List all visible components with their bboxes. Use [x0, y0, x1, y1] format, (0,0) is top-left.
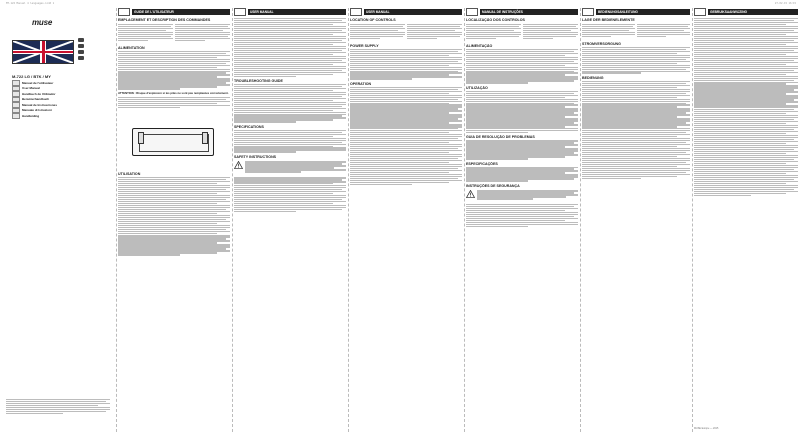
- cover-panel: [6, 8, 114, 432]
- caution-box: [234, 161, 346, 176]
- panel-header: MANUAL DE INSTRUÇÕES: [466, 8, 578, 16]
- panel-english-2: [350, 8, 462, 432]
- section-title: STROMVERSORGUNG: [582, 41, 621, 46]
- caution-box: [466, 190, 578, 203]
- warning-triangle-icon: [466, 190, 475, 198]
- product-image: [12, 40, 74, 64]
- section-title: UTILIZAÇÃO: [466, 85, 488, 90]
- section-title: OPERATION: [350, 81, 372, 86]
- section-title: POWER SUPPLY: [350, 43, 379, 48]
- flag-icon: [350, 8, 362, 16]
- section-title: LOCATION OF CONTROLS: [350, 18, 396, 22]
- panel-header: GUIDE DE L'UTILISATEUR: [118, 8, 230, 16]
- crop-marks: [0, 2, 802, 6]
- panel-header: USER MANUAL: [234, 8, 346, 16]
- section-title: LAGE DER BEDIENELEMENTE: [582, 18, 635, 22]
- section-title: SPECIFICATIONS: [234, 124, 264, 129]
- section-title: GUIA DE RESOLUÇÃO DE PROBLEMAS: [466, 135, 535, 140]
- crop-right-text: 27-02-15 16:15: [774, 2, 796, 5]
- panel-portuguese: [466, 8, 578, 432]
- panel-french: [118, 8, 230, 432]
- device-diagram: [118, 110, 230, 170]
- warning-triangle-icon: [234, 161, 243, 169]
- language-item: Benutzerhandbuch: [12, 97, 57, 103]
- section-title: INSTRUÇÕES DE SEGURANÇA: [466, 183, 520, 188]
- language-item: Manual de Instrucciones: [12, 102, 57, 108]
- section-title: LOCALIZAÇÃO DOS CONTROLOS: [466, 18, 525, 22]
- language-item: Handbuch de Utilizador: [12, 91, 57, 97]
- flag-icon: [118, 8, 130, 16]
- section-title: EMPLACEMENT ET DESCRIPTION DES COMMANDES: [118, 18, 211, 22]
- language-item: User Manual: [12, 86, 57, 92]
- flag-icon: [582, 8, 594, 16]
- crop-left-text: MT-122 Manual 4 languages.indd 1: [6, 2, 55, 5]
- section-title: SAFETY INSTRUCTIONS: [234, 154, 277, 159]
- panel-header: GEBRUIKSAANWIJZING: [694, 8, 798, 16]
- product-side-buttons: [78, 38, 84, 64]
- model-number: M-722 LG / BTK / MY: [12, 74, 51, 79]
- flag-icon: [234, 8, 246, 16]
- section-title: TROUBLESHOOTING GUIDE: [234, 78, 283, 83]
- language-item: Manuale di Istruzioni: [12, 108, 57, 114]
- panel-german: [582, 8, 690, 432]
- brand-logo: muse: [32, 18, 53, 27]
- cover-disclaimer: [6, 398, 110, 416]
- panel-header: USER MANUAL: [350, 8, 462, 16]
- footer-company: MUSE Europe — 2015: [694, 427, 719, 430]
- section-title: BEDIENUNG: [582, 75, 604, 80]
- language-item: Manuel de l'utilisateur: [12, 80, 57, 86]
- section-title: ALIMENTAÇÃO: [466, 43, 493, 48]
- flag-icon: [466, 8, 478, 16]
- section-title: UTILISATION: [118, 171, 141, 176]
- panel-dutch: [694, 8, 798, 432]
- warning-text: ATTENTION : Risque d'explosion si les piles ne sont pas remplacées correctement.: [118, 90, 229, 95]
- flag-icon: [694, 8, 706, 16]
- panel-header: BEDIENUNGSANLEITUNG: [582, 8, 690, 16]
- language-list: [12, 80, 57, 119]
- section-title: ESPECIFICAÇÕES: [466, 161, 498, 166]
- panel-english: [234, 8, 346, 432]
- language-item: Handleiding: [12, 113, 57, 119]
- section-title: ALIMENTATION: [118, 45, 145, 50]
